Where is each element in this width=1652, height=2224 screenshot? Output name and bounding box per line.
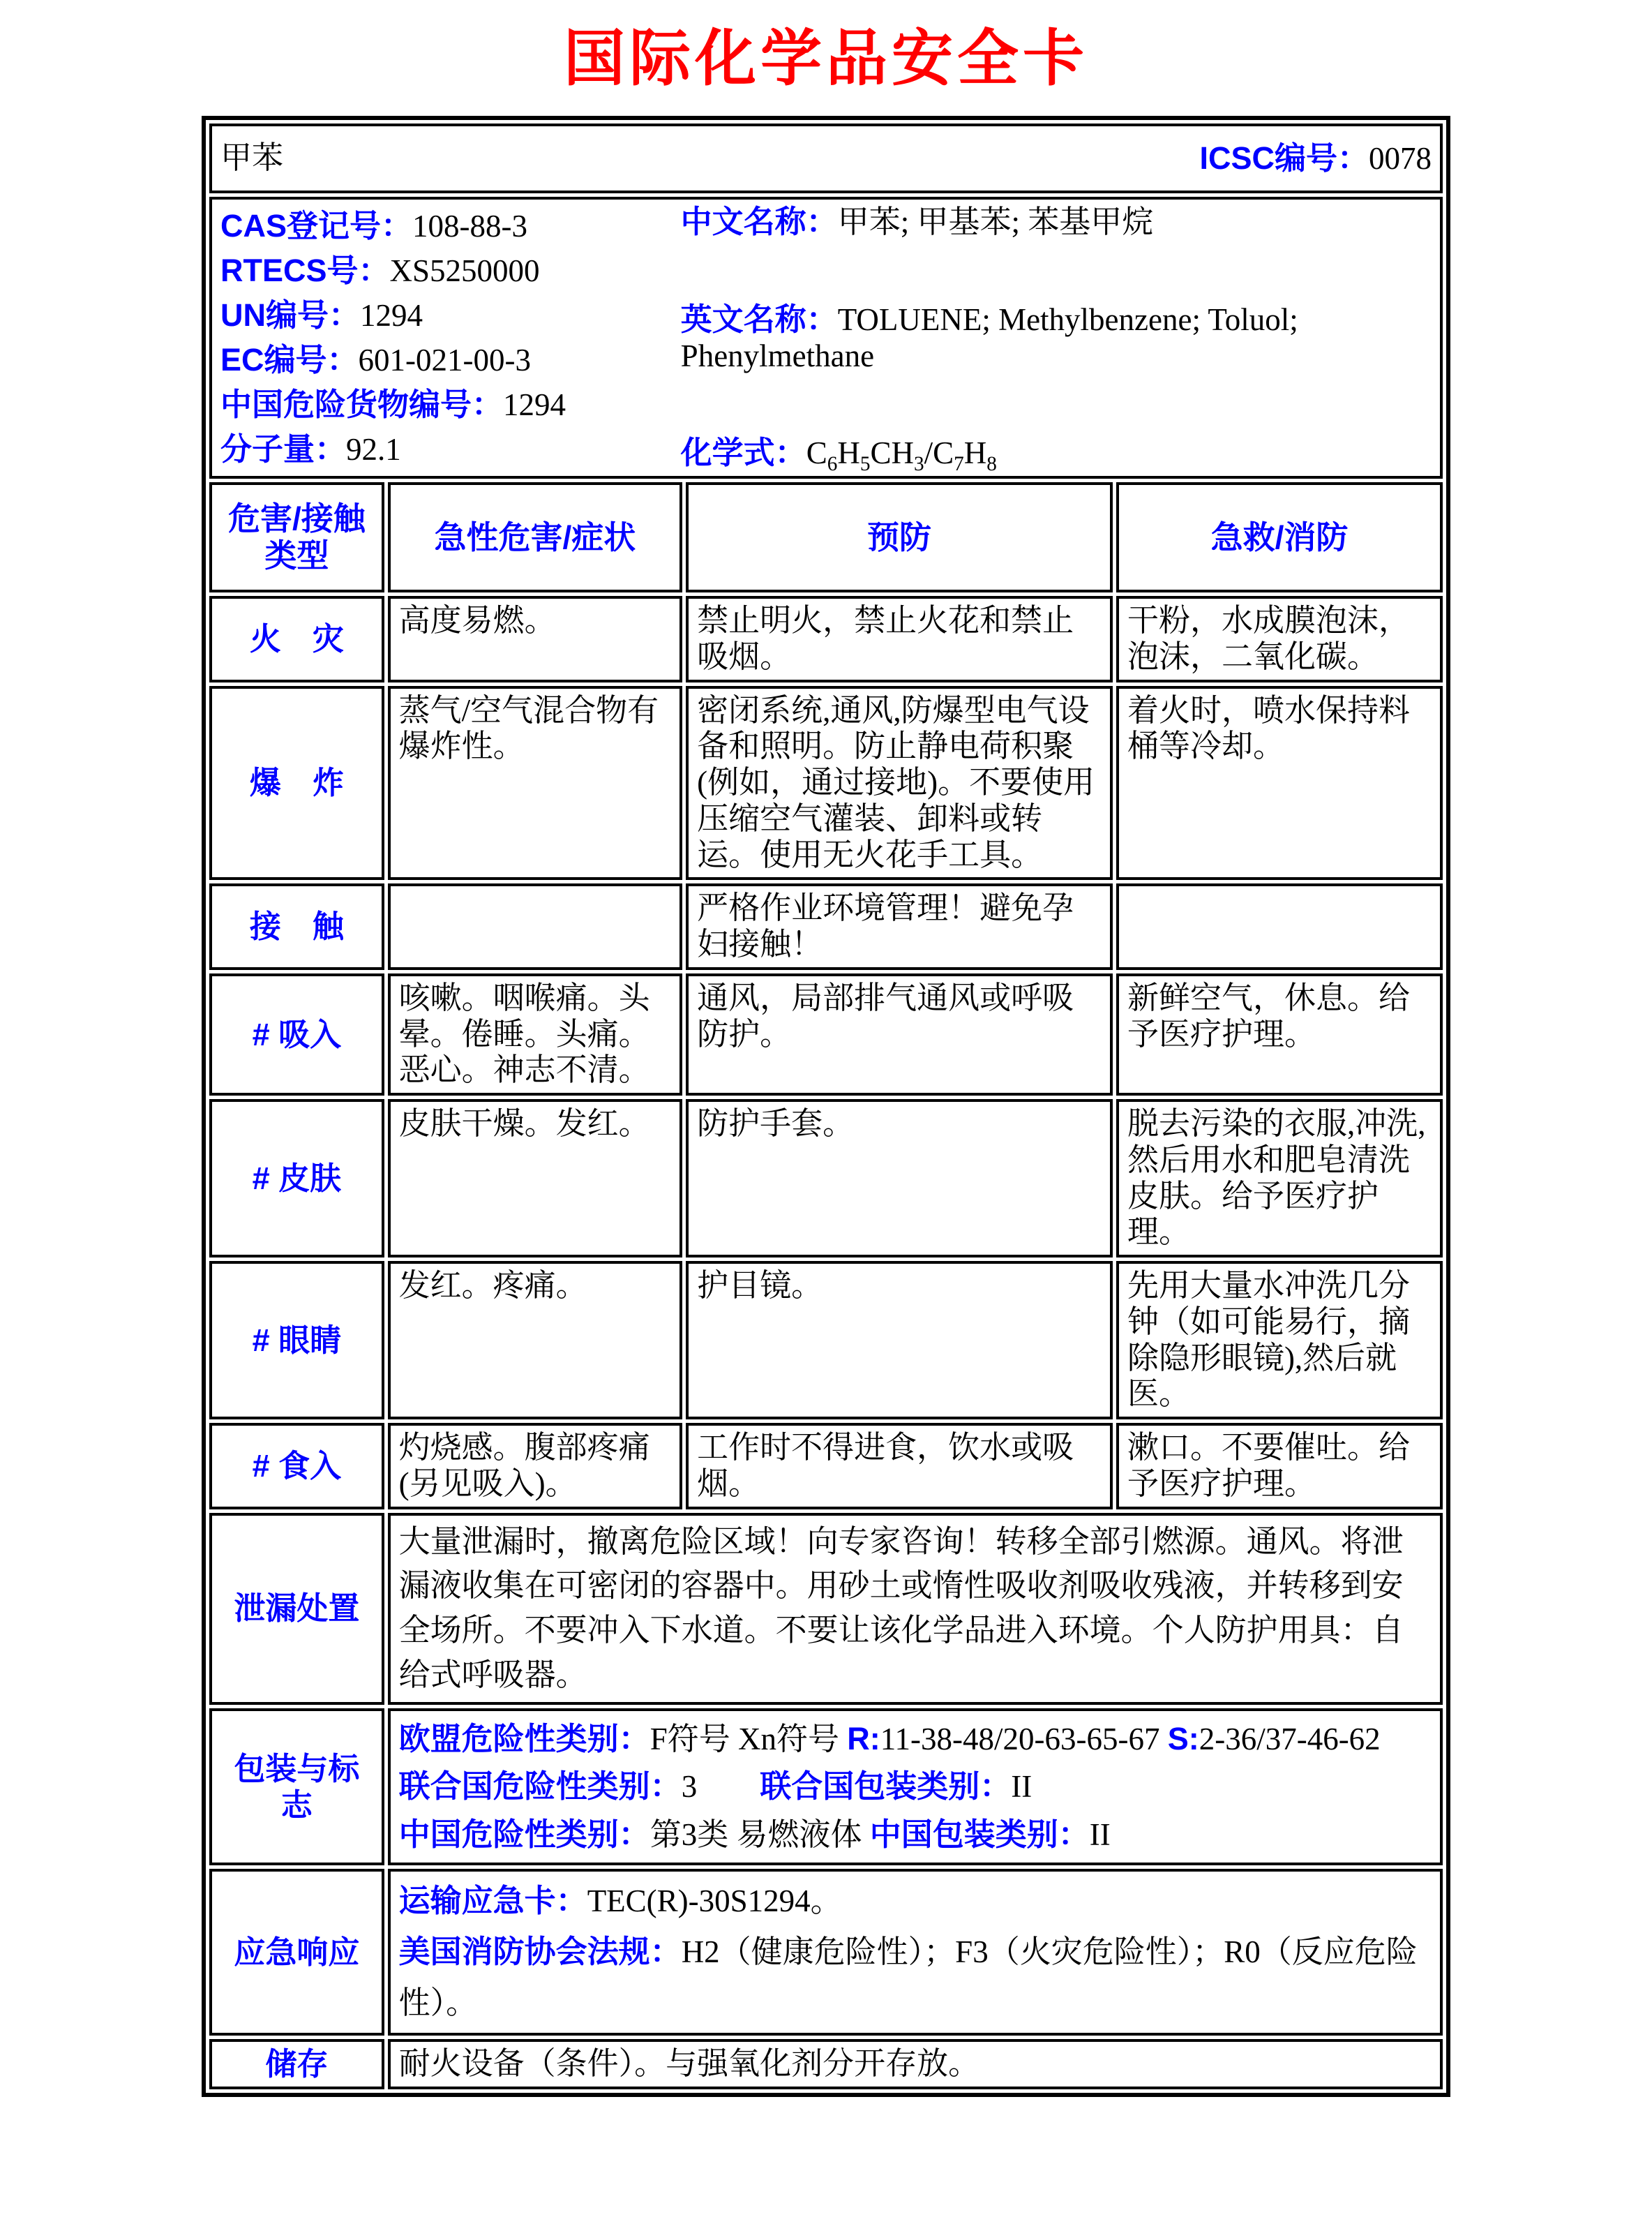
emergency-nfpa-line: 美国消防协会法规：H2（健康危险性）；F3（火灾危险性）；R0（反应危险性）。: [398, 1934, 1418, 2021]
packaging-text: [388, 1708, 1443, 1865]
emergency-row: [209, 1869, 1443, 2036]
packaging-row: [209, 1708, 1443, 1865]
explosion-symptoms: 蒸气/空气混合物有爆炸性。: [388, 686, 682, 881]
icsc-value: 0078: [1369, 140, 1432, 176]
ec-number-line: EC编号：601-021-00-3: [220, 342, 531, 378]
hazard-header-row: [209, 482, 1443, 592]
chemical-formula: $C_6H_5CH_3/C_7H_8$: [806, 435, 997, 476]
hazard-row-fire: [209, 596, 1443, 682]
hazard-type-fire: 火 灾: [209, 596, 384, 682]
fire-symptoms: 高度易燃。: [388, 596, 682, 682]
header-hazard-type: 危害/接触类型: [209, 482, 384, 592]
english-name-line: 英文名称：TOLUENE; Methylbenzene; Toluol; Phenylmethane: [680, 301, 1298, 373]
packaging-china-line: 中国危险性类别：第3类 易燃液体 中国包装类别：II: [398, 1816, 1111, 1852]
storage-text: 耐火设备（条件）。与强氧化剂分开存放。: [388, 2039, 1443, 2089]
hazard-row-exposure: [209, 883, 1443, 970]
hazard-type-skin: # 皮肤: [209, 1099, 384, 1257]
packaging-eu-line: 欧盟危险性类别：F符号 Xn符号 R:11-38-48/20-63-65-67 S:2-36/37-46-62: [398, 1721, 1381, 1757]
icsc-label: ICSC编号：: [1199, 140, 1369, 176]
hazard-type-exposure: 接 触: [209, 883, 384, 970]
ingestion-response: 漱口。不要催吐。给予医疗护理。: [1116, 1423, 1443, 1509]
spill-row: [209, 1513, 1443, 1706]
hazard-row-ingestion: [209, 1423, 1443, 1509]
exposure-response: [1116, 883, 1443, 970]
emergency-tec-line: 运输应急卡：TEC(R)-30S1294。: [398, 1883, 842, 1919]
section-label-storage: 储存: [209, 2039, 384, 2089]
header-prevention: 预防: [686, 482, 1113, 592]
hazard-row-explosion: [209, 686, 1443, 881]
rtecs-number-line: RTECS号：XS5250000: [220, 253, 540, 288]
hazard-type-eyes: # 眼睛: [209, 1261, 384, 1419]
spill-text: 大量泄漏时，撤离危险区域！向专家咨询！转移全部引燃源。通风。将泄漏液收集在可密闭的容器中。用砂土或惰性吸收剂吸收残液，并转移到安全场所。不要冲入下水道。不要让该化学品进入环境。个人防护用具：自给式呼吸器。: [388, 1513, 1443, 1706]
inhalation-prevention: 通风，局部排气通风或呼吸防护。: [686, 973, 1113, 1096]
explosion-response: 着火时，喷水保持料桶等冷却。: [1116, 686, 1443, 881]
identification-numbers: [220, 204, 681, 472]
section-label-packaging: 包装与标志: [209, 1708, 384, 1865]
header-symptoms: 急性危害/症状: [388, 482, 682, 592]
identification-names: [680, 204, 1432, 476]
cas-number-line: CAS登记号：108-88-3: [220, 208, 527, 244]
hazard-row-inhalation: [209, 973, 1443, 1096]
section-label-emergency: 应急响应: [209, 1869, 384, 2036]
substance-name: 甲苯: [220, 140, 284, 176]
icsc-number: [1199, 140, 1432, 177]
hazard-row-eyes: [209, 1261, 1443, 1419]
header-response: 急救/消防: [1116, 482, 1443, 592]
inhalation-symptoms: 咳嗽。咽喉痛。头晕。倦睡。头痛。恶心。神志不清。: [388, 973, 682, 1096]
card-head-row: [209, 124, 1443, 193]
exposure-prevention: 严格作业环境管理！避免孕妇接触！: [686, 883, 1113, 970]
un-number-line: UN编号：1294: [220, 297, 423, 333]
card-head-cell: [209, 124, 1443, 193]
fire-prevention: 禁止明火，禁止火花和禁止吸烟。: [686, 596, 1113, 682]
skin-symptoms: 皮肤干燥。发红。: [388, 1099, 682, 1257]
molecular-weight-line: 分子量：92.1: [220, 431, 401, 467]
section-label-spill: 泄漏处置: [209, 1513, 384, 1706]
explosion-prevention: 密闭系统,通风,防爆型电气设备和照明。防止静电荷积聚(例如，通过接地)。不要使用压缩空气灌装、卸料或转运。使用无火花手工具。: [686, 686, 1113, 881]
emergency-text: [388, 1869, 1443, 2036]
hazard-type-inhalation: # 吸入: [209, 973, 384, 1096]
storage-row: [209, 2039, 1443, 2089]
ingestion-symptoms: 灼烧感。腹部疼痛(另见吸入)。: [388, 1423, 682, 1509]
page-title: 国际化学品安全卡: [563, 24, 1088, 93]
chinese-name-line: 中文名称：甲苯; 甲基苯; 苯基甲烷: [680, 204, 1154, 239]
exposure-symptoms: [388, 883, 682, 970]
china-dg-number-line: 中国危险货物编号：1294: [220, 387, 566, 422]
identification-cell: [209, 197, 1443, 479]
eyes-response: 先用大量水冲洗几分钟（如可能易行，摘除隐形眼镜),然后就医。: [1116, 1261, 1443, 1419]
ingestion-prevention: 工作时不得进食，饮水或吸烟。: [686, 1423, 1113, 1509]
hazard-type-ingestion: # 食入: [209, 1423, 384, 1509]
formula-line: 化学式：$C_6H_5CH_3/C_7H_8$: [680, 435, 997, 476]
eyes-prevention: 护目镜。: [686, 1261, 1113, 1419]
skin-response: 脱去污染的衣服,冲洗,然后用水和肥皂清洗皮肤。给予医疗护理。: [1116, 1099, 1443, 1257]
hazard-type-explosion: 爆 炸: [209, 686, 384, 881]
eyes-symptoms: 发红。疼痛。: [388, 1261, 682, 1419]
inhalation-response: 新鲜空气，休息。给予医疗护理。: [1116, 973, 1443, 1096]
packaging-un-line: 联合国危险性类别：3 联合国包装类别：II: [398, 1768, 1032, 1805]
identification-row: [209, 197, 1443, 479]
hazard-row-skin: [209, 1099, 1443, 1257]
skin-prevention: 防护手套。: [686, 1099, 1113, 1257]
fire-response: 干粉，水成膜泡沫，泡沫，二氧化碳。: [1116, 596, 1443, 682]
icsc-card-table: [202, 116, 1450, 2097]
